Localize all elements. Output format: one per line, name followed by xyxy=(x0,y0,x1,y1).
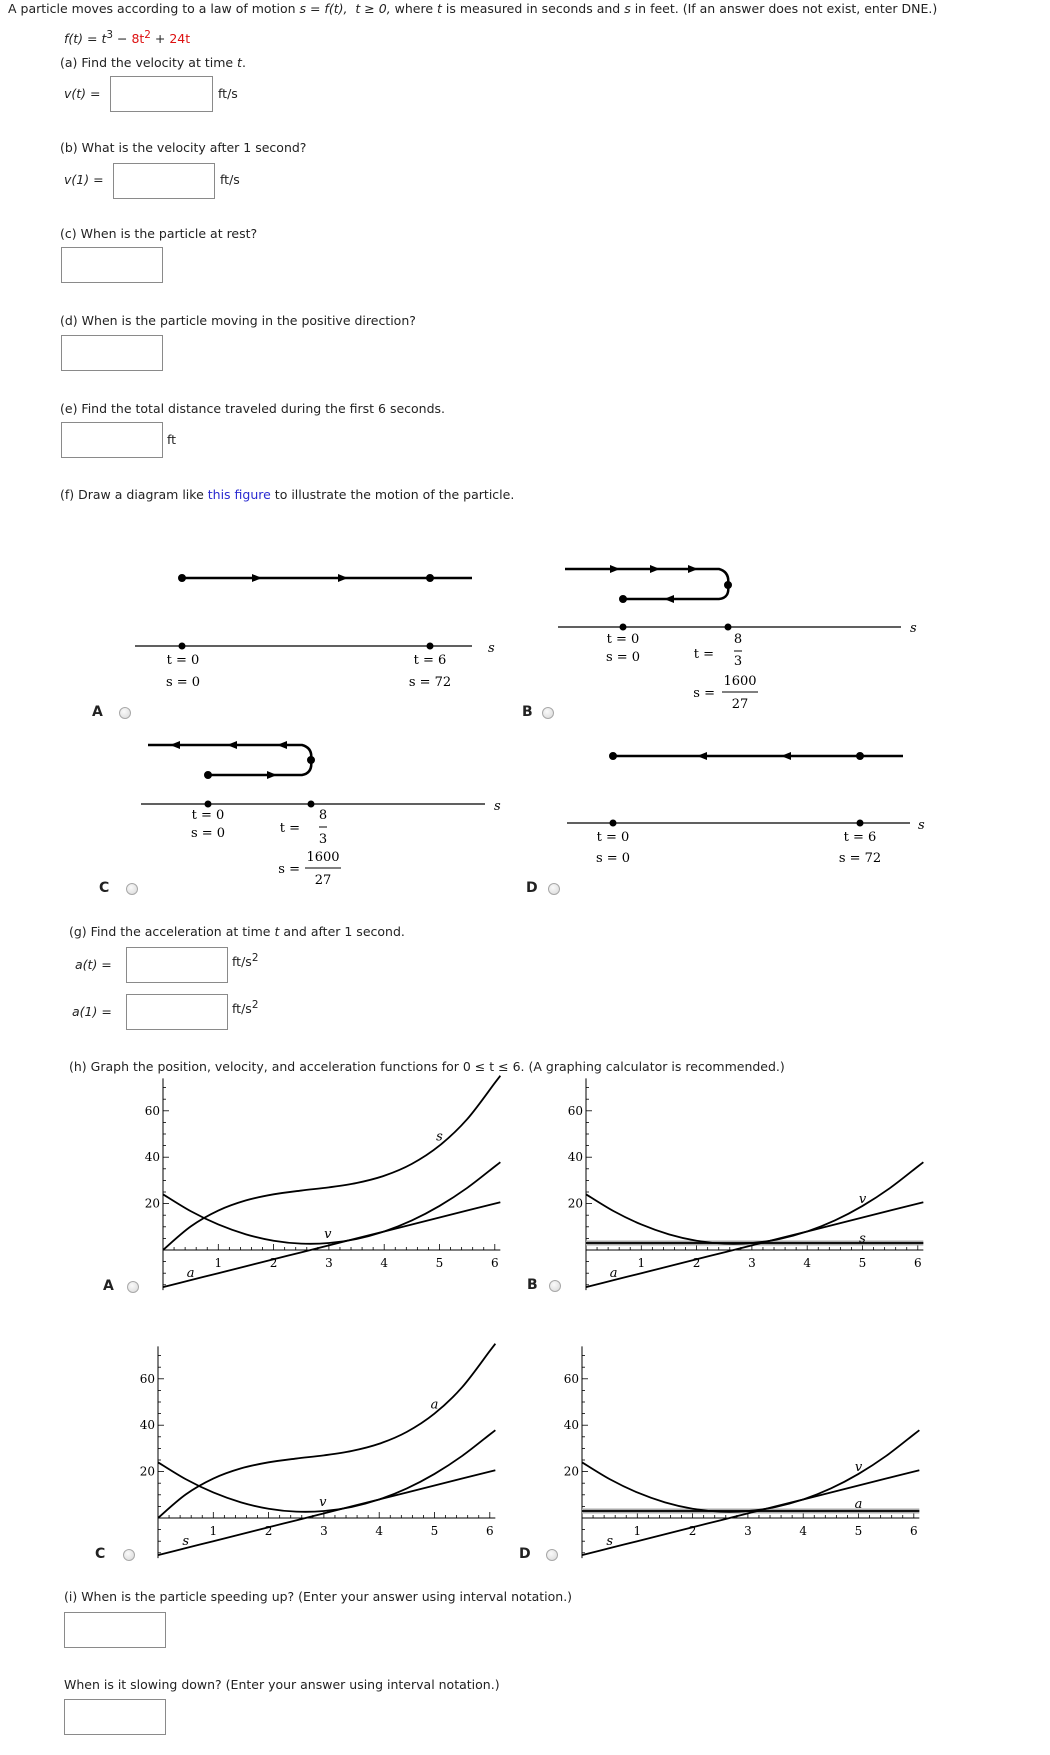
series-label-a: a xyxy=(609,1266,618,1282)
operator: + xyxy=(150,31,170,47)
point xyxy=(308,757,315,764)
y-tick-label: 40 xyxy=(139,1418,155,1433)
series-label-v: v xyxy=(858,1191,867,1207)
graph-option-d-radio[interactable] xyxy=(546,1549,558,1561)
x-tick-label: 1 xyxy=(633,1524,642,1538)
arrow-left-icon xyxy=(227,741,237,749)
exponent: 2 xyxy=(251,952,259,964)
point xyxy=(725,582,732,589)
diagram-option-a-radio[interactable] xyxy=(119,707,131,719)
v-1-unit: ft/s xyxy=(220,172,240,187)
series-line-a xyxy=(163,1202,500,1287)
this-figure-link[interactable]: this figure xyxy=(207,487,271,502)
point xyxy=(308,801,314,807)
intro-text: in feet. (If an answer does not exist, enter DNE.) xyxy=(630,1,938,16)
label-s-eq: s = xyxy=(693,686,715,701)
label-t0: t = 0 xyxy=(596,830,630,845)
series-label-a: a xyxy=(186,1266,195,1282)
v-t-unit: ft/s xyxy=(218,86,238,101)
intro-text: is measured in seconds and xyxy=(441,1,625,16)
point xyxy=(857,753,864,760)
question-text: . xyxy=(241,55,246,70)
var-t: t xyxy=(437,1,442,16)
x-tick-label: 5 xyxy=(858,1256,867,1270)
x-tick-label: 1 xyxy=(637,1256,646,1270)
point xyxy=(620,596,627,603)
label-t0: t = 0 xyxy=(606,632,640,647)
unit-text: ft/s xyxy=(232,954,252,970)
point xyxy=(427,575,434,582)
graph-option-a-label: A xyxy=(103,1278,114,1294)
question-text: and after 1 second. xyxy=(279,924,405,939)
x-tick-label: 3 xyxy=(748,1256,756,1270)
part-b-question: (b) What is the velocity after 1 second? xyxy=(60,140,307,155)
axis-label: s xyxy=(918,818,925,833)
part-c-question: (c) When is the particle at rest? xyxy=(60,226,258,241)
diagram-b xyxy=(558,565,917,712)
arrow-right-icon xyxy=(338,574,348,582)
point xyxy=(179,643,185,649)
x-tick-label: 6 xyxy=(485,1524,494,1538)
y-tick-label: 20 xyxy=(563,1464,579,1479)
v-t-label: v(t) = xyxy=(64,86,101,101)
part-i-question: (i) When is the particle speeding up? (Enter your answer using interval notation.) xyxy=(64,1589,573,1604)
series-label-v: v xyxy=(854,1459,863,1475)
graph-option-d xyxy=(537,1338,937,1568)
fraction-denominator: 27 xyxy=(314,873,332,888)
unit-text: ft/s xyxy=(232,1001,252,1017)
graph-option-b-label: B xyxy=(527,1277,538,1293)
x-tick-label: 2 xyxy=(688,1524,697,1538)
motion-path xyxy=(565,569,728,599)
exponent: 2 xyxy=(144,29,151,41)
series-line-a xyxy=(158,1344,495,1518)
point xyxy=(205,801,211,807)
diagram-option-b-label: B xyxy=(522,704,533,720)
diagram-option-d-radio[interactable] xyxy=(548,883,560,895)
axis-label: s xyxy=(910,621,917,636)
var-t: t xyxy=(237,55,242,70)
x-tick-label: 6 xyxy=(913,1256,922,1270)
label-t-eq: t = xyxy=(279,821,300,836)
speeding-up-input[interactable] xyxy=(64,1612,166,1648)
fraction-numerator: 1600 xyxy=(723,674,757,689)
graph-option-c-label: C xyxy=(95,1546,106,1562)
arrow-right-icon xyxy=(267,771,277,779)
arrow-left-icon xyxy=(697,752,707,760)
x-tick-label: 2 xyxy=(269,1256,278,1270)
diagram-c xyxy=(141,741,501,888)
series-line-v xyxy=(163,1162,500,1244)
law-of-motion: s = f(t), xyxy=(299,1,348,16)
graph-option-c-radio[interactable] xyxy=(123,1549,135,1561)
a-1-unit xyxy=(232,999,258,1016)
series-label-a: a xyxy=(854,1497,863,1513)
point xyxy=(620,624,626,630)
part-e-question: (e) Find the total distance traveled during the first 6 seconds. xyxy=(60,401,446,416)
point xyxy=(610,753,617,760)
y-tick-label: 20 xyxy=(567,1196,583,1211)
x-tick-label: 1 xyxy=(209,1524,218,1538)
graph-option-a-radio[interactable] xyxy=(127,1281,139,1293)
diagram-d xyxy=(567,752,925,866)
point xyxy=(427,643,433,649)
diagram-option-c-label: C xyxy=(99,880,110,896)
intro-text: A particle moves according to a law of motion xyxy=(8,1,300,16)
x-tick-label: 4 xyxy=(799,1524,808,1538)
var-s: s xyxy=(624,1,631,16)
series-label-s: s xyxy=(606,1534,613,1550)
y-tick-label: 40 xyxy=(144,1150,160,1165)
diagram-option-b-radio[interactable] xyxy=(542,707,554,719)
part-d-question: (d) When is the particle moving in the positive direction? xyxy=(60,313,416,328)
point xyxy=(725,624,731,630)
a-1-label: a(1) = xyxy=(72,1004,112,1019)
var-t: t xyxy=(274,924,280,939)
axis-label: s xyxy=(494,799,501,814)
term-8t2: 8t xyxy=(131,31,145,47)
axis-label: s xyxy=(488,641,495,656)
y-tick-label: 60 xyxy=(563,1371,579,1386)
part-h-question: (h) Graph the position, velocity, and acceleration functions for 0 ≤ t ≤ 6. (A graphing calculator is recommended.) xyxy=(69,1059,785,1074)
label-s0: s = 0 xyxy=(190,826,226,841)
question-text: (a) Find the velocity at time xyxy=(60,55,238,70)
arrow-right-icon xyxy=(688,565,698,573)
label-s0: s = 0 xyxy=(165,675,201,690)
series-line-v xyxy=(586,1162,923,1247)
time-condition: t ≥ 0, xyxy=(355,1,391,16)
a-1-input[interactable] xyxy=(126,994,228,1030)
a-t-input[interactable] xyxy=(126,947,228,983)
series-line-v xyxy=(158,1430,495,1512)
series-label-v: v xyxy=(319,1494,327,1510)
series-line-s xyxy=(163,1076,500,1250)
intro-text: where xyxy=(390,1,438,16)
label-t6: t = 6 xyxy=(413,653,447,668)
label-t6: t = 6 xyxy=(843,830,877,845)
fraction-denominator: 3 xyxy=(318,832,328,847)
fraction-numerator: 8 xyxy=(733,632,743,647)
function-lhs: f(t) = t xyxy=(64,31,107,47)
diagram-option-d-label: D xyxy=(526,880,538,896)
x-tick-label: 3 xyxy=(320,1524,328,1538)
arrow-left-icon xyxy=(664,595,674,603)
question-text: (f) Draw a diagram like xyxy=(60,487,208,502)
arrow-left-icon xyxy=(781,752,791,760)
point xyxy=(857,820,863,826)
series-label-v: v xyxy=(324,1226,332,1242)
graph-option-c xyxy=(113,1338,513,1568)
x-tick-label: 3 xyxy=(325,1256,333,1270)
graph-option-a xyxy=(118,1070,518,1300)
y-tick-label: 60 xyxy=(567,1103,583,1118)
label-t0: t = 0 xyxy=(191,808,225,823)
arrow-right-icon xyxy=(610,565,620,573)
a-t-label: a(t) = xyxy=(75,957,112,972)
x-tick-label: 5 xyxy=(430,1524,439,1538)
x-tick-label: 3 xyxy=(744,1524,752,1538)
exponent: 3 xyxy=(106,29,114,41)
y-tick-label: 20 xyxy=(144,1196,160,1211)
label-s72: s = 72 xyxy=(408,675,452,690)
x-tick-label: 2 xyxy=(264,1524,273,1538)
point xyxy=(179,575,186,582)
slowing-down-input[interactable] xyxy=(64,1699,166,1735)
fraction-denominator: 3 xyxy=(733,654,743,669)
fraction-numerator: 8 xyxy=(318,808,328,823)
x-tick-label: 6 xyxy=(909,1524,918,1538)
y-tick-label: 20 xyxy=(139,1464,155,1479)
x-tick-label: 6 xyxy=(490,1256,499,1270)
series-line-v xyxy=(582,1430,919,1512)
slowing-down-question: When is it slowing down? (Enter your answer using interval notation.) xyxy=(64,1677,500,1692)
arrow-right-icon xyxy=(252,574,262,582)
question-text: to illustrate the motion of the particle. xyxy=(270,487,515,502)
y-tick-label: 60 xyxy=(139,1371,155,1386)
point xyxy=(205,772,212,779)
y-tick-label: 40 xyxy=(567,1150,583,1165)
series-label-s: s xyxy=(436,1129,443,1145)
arrow-right-icon xyxy=(650,565,660,573)
label-t0: t = 0 xyxy=(166,653,200,668)
point xyxy=(610,820,616,826)
x-tick-label: 2 xyxy=(692,1256,701,1270)
label-t-eq: t = xyxy=(693,647,714,662)
x-tick-label: 1 xyxy=(214,1256,223,1270)
graph-option-b xyxy=(541,1070,941,1300)
series-label-s: s xyxy=(182,1534,189,1550)
label-s-eq: s = xyxy=(278,862,300,877)
distance-unit: ft xyxy=(167,432,177,447)
part-g-question xyxy=(69,924,405,939)
y-tick-label: 60 xyxy=(144,1103,160,1118)
x-tick-label: 5 xyxy=(435,1256,444,1270)
series-label-a: a xyxy=(430,1397,439,1413)
graph-option-d-label: D xyxy=(519,1546,531,1562)
arrow-left-icon xyxy=(277,741,287,749)
fraction-denominator: 27 xyxy=(731,697,749,712)
diagram-a xyxy=(135,574,495,690)
fraction-numerator: 1600 xyxy=(306,850,340,865)
label-s0: s = 0 xyxy=(605,650,641,665)
v-1-label: v(1) = xyxy=(64,172,104,187)
label-s0: s = 0 xyxy=(595,851,631,866)
series-line-s xyxy=(158,1470,495,1555)
diagram-option-c-radio[interactable] xyxy=(126,883,138,895)
x-tick-label: 4 xyxy=(803,1256,812,1270)
x-tick-label: 4 xyxy=(380,1256,389,1270)
label-s72: s = 72 xyxy=(838,851,882,866)
x-tick-label: 5 xyxy=(854,1524,863,1538)
x-tick-label: 4 xyxy=(375,1524,384,1538)
graph-option-b-radio[interactable] xyxy=(549,1280,561,1292)
operator: − xyxy=(113,31,132,47)
question-text: (g) Find the acceleration at time xyxy=(69,924,275,939)
series-label-s: s xyxy=(859,1231,866,1247)
arrow-left-icon xyxy=(170,741,180,749)
y-tick-label: 40 xyxy=(563,1418,579,1433)
a-t-unit xyxy=(232,952,258,969)
motion-path xyxy=(148,745,311,775)
exponent: 2 xyxy=(251,999,259,1011)
term-24t: 24t xyxy=(169,31,191,47)
diagram-option-a-label: A xyxy=(92,704,103,720)
